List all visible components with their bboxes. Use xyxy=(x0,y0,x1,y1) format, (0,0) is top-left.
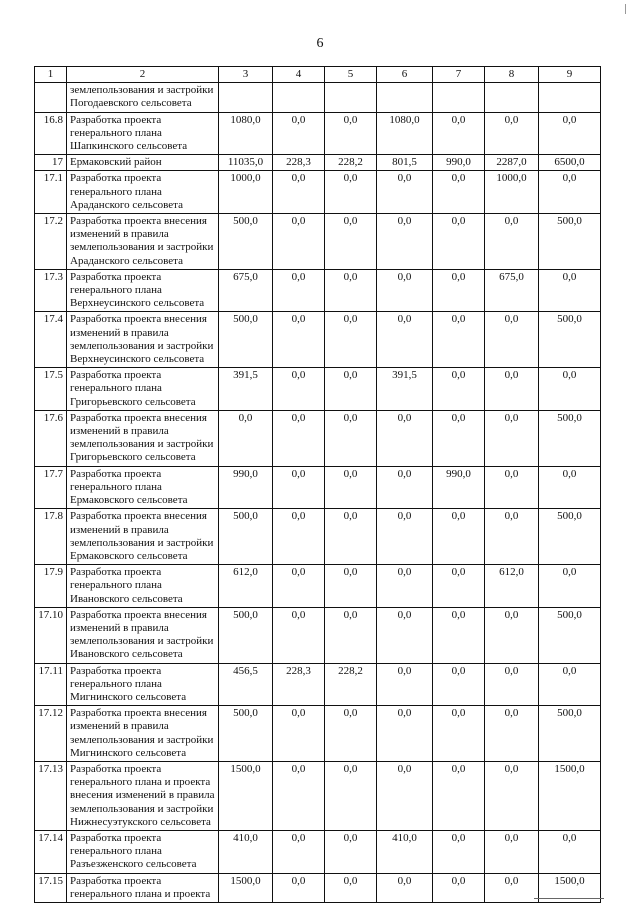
value-cell: 1000,0 xyxy=(485,171,539,214)
value-cell: 0,0 xyxy=(325,312,377,368)
description-line: землепользования и застройки xyxy=(70,802,214,815)
header-row xyxy=(35,67,601,83)
description-line: землепользования и застройки xyxy=(70,536,214,549)
value-cell: 228,2 xyxy=(325,663,377,706)
description-line: генерального плана xyxy=(70,382,162,395)
value-cell: 391,5 xyxy=(219,368,273,411)
row-description xyxy=(67,171,219,214)
description-line: изменений в правила xyxy=(70,621,169,634)
value-cell: 0,0 xyxy=(377,509,433,565)
value-cell: 0,0 xyxy=(433,761,485,830)
row-description xyxy=(67,466,219,509)
description-line: Ермаковского сельсовета xyxy=(70,494,188,507)
value-cell: 0,0 xyxy=(485,830,539,873)
value-cell: 0,0 xyxy=(273,368,325,411)
description-line: Араданского сельсовета xyxy=(70,198,183,211)
value-cell: 1500,0 xyxy=(539,761,601,830)
description-line: Разработка проекта xyxy=(70,270,162,283)
value-cell: 0,0 xyxy=(377,565,433,608)
value-cell: 0,0 xyxy=(433,873,485,902)
description-line: генерального плана и проекта xyxy=(70,887,211,900)
value-cell: 0,0 xyxy=(433,607,485,663)
description-line: землепользования и застройки xyxy=(70,84,214,97)
value-cell: 410,0 xyxy=(219,830,273,873)
value-cell: 500,0 xyxy=(219,312,273,368)
description-line: Мигнинского сельсовета xyxy=(70,690,187,703)
value-cell: 0,0 xyxy=(539,663,601,706)
row-description xyxy=(67,607,219,663)
value-cell: 0,0 xyxy=(273,607,325,663)
row-description xyxy=(67,565,219,608)
description-line: Араданского сельсовета xyxy=(70,254,183,267)
table-row xyxy=(35,155,601,171)
value-cell: 410,0 xyxy=(377,830,433,873)
row-number xyxy=(35,83,67,112)
description-line: генерального плана xyxy=(70,284,162,297)
value-cell xyxy=(433,83,485,112)
value-cell: 0,0 xyxy=(377,269,433,312)
description-line: Разработка проекта xyxy=(70,172,162,185)
value-cell: 0,0 xyxy=(325,761,377,830)
value-cell xyxy=(485,83,539,112)
page-number: 6 xyxy=(316,36,324,51)
scan-artifact-top xyxy=(625,4,626,14)
value-cell xyxy=(325,83,377,112)
value-cell: 0,0 xyxy=(433,112,485,155)
row-number: 17.14 xyxy=(35,830,67,873)
row-number: 17.6 xyxy=(35,410,67,466)
description-line: землепользования и застройки xyxy=(70,241,214,254)
value-cell: 0,0 xyxy=(325,509,377,565)
value-cell: 500,0 xyxy=(539,509,601,565)
value-cell: 0,0 xyxy=(485,706,539,762)
value-cell: 0,0 xyxy=(433,663,485,706)
value-cell xyxy=(377,83,433,112)
value-cell: 0,0 xyxy=(325,873,377,902)
value-cell: 0,0 xyxy=(485,312,539,368)
value-cell: 228,2 xyxy=(325,155,377,171)
description-line: Разработка проекта внесения xyxy=(70,215,207,228)
table-row xyxy=(35,706,601,762)
row-number: 17.11 xyxy=(35,663,67,706)
row-description xyxy=(67,873,219,902)
value-cell: 990,0 xyxy=(433,466,485,509)
description-line: изменений в правила xyxy=(70,326,169,339)
value-cell: 0,0 xyxy=(325,466,377,509)
row-description xyxy=(67,706,219,762)
table-row xyxy=(35,466,601,509)
value-cell: 0,0 xyxy=(273,565,325,608)
description-line: генерального плана xyxy=(70,579,162,592)
description-line: Григорьевского сельсовета xyxy=(70,395,196,408)
value-cell: 0,0 xyxy=(485,214,539,270)
header-cell: 4 xyxy=(273,67,325,83)
description-line: Разработка проекта внесения xyxy=(70,608,207,621)
value-cell: 2287,0 xyxy=(485,155,539,171)
value-cell: 0,0 xyxy=(539,368,601,411)
row-description xyxy=(67,761,219,830)
value-cell: 0,0 xyxy=(433,565,485,608)
description-line: Разработка проекта внесения xyxy=(70,313,207,326)
value-cell: 391,5 xyxy=(377,368,433,411)
value-cell: 11035,0 xyxy=(219,155,273,171)
value-cell: 0,0 xyxy=(377,171,433,214)
description-line: Разъезженского сельсовета xyxy=(70,858,197,871)
row-number: 17.5 xyxy=(35,368,67,411)
description-line: внесения изменений в правила xyxy=(70,789,215,802)
value-cell: 0,0 xyxy=(273,112,325,155)
description-line: Разработка проекта xyxy=(70,369,162,382)
row-description xyxy=(67,663,219,706)
value-cell: 0,0 xyxy=(377,410,433,466)
value-cell: 0,0 xyxy=(485,761,539,830)
description-line: изменений в правила xyxy=(70,425,169,438)
row-number: 17.8 xyxy=(35,509,67,565)
value-cell: 0,0 xyxy=(485,663,539,706)
description-line: землепользования и застройки xyxy=(70,733,214,746)
value-cell: 0,0 xyxy=(539,565,601,608)
description-line: Разработка проекта внесения xyxy=(70,510,207,523)
description-line: Разработка проекта внесения xyxy=(70,707,207,720)
value-cell: 0,0 xyxy=(433,171,485,214)
value-cell: 500,0 xyxy=(539,312,601,368)
value-cell: 0,0 xyxy=(273,214,325,270)
value-cell: 0,0 xyxy=(485,410,539,466)
value-cell: 0,0 xyxy=(273,312,325,368)
description-line: Шапкинского сельсовета xyxy=(70,140,188,153)
header-cell: 2 xyxy=(67,67,219,83)
value-cell: 0,0 xyxy=(433,509,485,565)
value-cell: 0,0 xyxy=(273,706,325,762)
value-cell: 0,0 xyxy=(273,761,325,830)
table-row xyxy=(35,607,601,663)
description-line: Григорьевского сельсовета xyxy=(70,451,196,464)
row-description xyxy=(67,155,219,171)
row-number: 17.12 xyxy=(35,706,67,762)
description-line: Нижнесуэтукского сельсовета xyxy=(70,815,211,828)
description-line: генерального плана xyxy=(70,126,162,139)
row-description xyxy=(67,112,219,155)
value-cell: 0,0 xyxy=(433,368,485,411)
value-cell: 0,0 xyxy=(377,761,433,830)
description-line: Ивановского сельсовета xyxy=(70,648,183,661)
value-cell: 1500,0 xyxy=(219,873,273,902)
table-row xyxy=(35,269,601,312)
value-cell: 6500,0 xyxy=(539,155,601,171)
table-row xyxy=(35,873,601,902)
value-cell: 0,0 xyxy=(273,410,325,466)
value-cell: 0,0 xyxy=(377,873,433,902)
header-cell: 9 xyxy=(539,67,601,83)
description-line: изменений в правила xyxy=(70,720,169,733)
description-line: Ермаковский район xyxy=(70,156,162,169)
row-description xyxy=(67,312,219,368)
value-cell: 0,0 xyxy=(539,171,601,214)
value-cell: 0,0 xyxy=(273,509,325,565)
value-cell: 0,0 xyxy=(273,873,325,902)
table-row xyxy=(35,368,601,411)
budget-table xyxy=(34,66,601,903)
value-cell: 0,0 xyxy=(325,607,377,663)
table-row xyxy=(35,112,601,155)
value-cell: 500,0 xyxy=(539,607,601,663)
description-line: Мигнинского сельсовета xyxy=(70,746,187,759)
value-cell: 0,0 xyxy=(485,873,539,902)
value-cell: 1500,0 xyxy=(219,761,273,830)
row-number: 17.13 xyxy=(35,761,67,830)
value-cell: 500,0 xyxy=(539,214,601,270)
value-cell: 0,0 xyxy=(273,171,325,214)
value-cell: 0,0 xyxy=(273,269,325,312)
description-line: Ермаковского сельсовета xyxy=(70,549,188,562)
value-cell xyxy=(273,83,325,112)
header-cell: 8 xyxy=(485,67,539,83)
value-cell: 675,0 xyxy=(219,269,273,312)
value-cell xyxy=(539,83,601,112)
description-line: генерального плана xyxy=(70,185,162,198)
value-cell: 1500,0 xyxy=(539,873,601,902)
description-line: Разработка проекта xyxy=(70,762,162,775)
description-line: Верхнеусинского сельсовета xyxy=(70,297,205,310)
table-row xyxy=(35,565,601,608)
scan-artifact-bottom xyxy=(534,898,604,899)
value-cell: 0,0 xyxy=(377,312,433,368)
value-cell: 0,0 xyxy=(325,706,377,762)
value-cell: 0,0 xyxy=(273,830,325,873)
value-cell: 0,0 xyxy=(433,269,485,312)
value-cell: 0,0 xyxy=(325,565,377,608)
header-cell: 3 xyxy=(219,67,273,83)
row-description xyxy=(67,269,219,312)
description-line: Разработка проекта xyxy=(70,831,162,844)
value-cell: 0,0 xyxy=(433,830,485,873)
row-description xyxy=(67,83,219,112)
value-cell: 0,0 xyxy=(539,269,601,312)
value-cell: 0,0 xyxy=(325,214,377,270)
value-cell xyxy=(219,83,273,112)
value-cell: 0,0 xyxy=(433,214,485,270)
value-cell: 500,0 xyxy=(219,509,273,565)
value-cell: 0,0 xyxy=(485,112,539,155)
value-cell: 1080,0 xyxy=(377,112,433,155)
row-description xyxy=(67,214,219,270)
description-line: Разработка проекта xyxy=(70,874,162,887)
value-cell: 801,5 xyxy=(377,155,433,171)
description-line: генерального плана xyxy=(70,845,162,858)
header-cell: 6 xyxy=(377,67,433,83)
value-cell: 612,0 xyxy=(219,565,273,608)
value-cell: 0,0 xyxy=(377,706,433,762)
value-cell: 456,5 xyxy=(219,663,273,706)
header-cell: 5 xyxy=(325,67,377,83)
value-cell: 500,0 xyxy=(219,706,273,762)
row-number: 17.4 xyxy=(35,312,67,368)
value-cell: 0,0 xyxy=(219,410,273,466)
value-cell: 612,0 xyxy=(485,565,539,608)
description-line: генерального плана xyxy=(70,677,162,690)
value-cell: 990,0 xyxy=(219,466,273,509)
description-line: Разработка проекта xyxy=(70,566,162,579)
value-cell: 0,0 xyxy=(325,269,377,312)
value-cell: 228,3 xyxy=(273,155,325,171)
description-line: Разработка проекта xyxy=(70,467,162,480)
value-cell: 675,0 xyxy=(485,269,539,312)
row-number: 17.15 xyxy=(35,873,67,902)
row-description xyxy=(67,509,219,565)
value-cell: 0,0 xyxy=(325,368,377,411)
description-line: землепользования и застройки xyxy=(70,339,214,352)
description-line: землепользования и застройки xyxy=(70,438,214,451)
value-cell: 0,0 xyxy=(377,607,433,663)
description-line: генерального плана xyxy=(70,480,162,493)
table-row xyxy=(35,171,601,214)
row-number: 17.2 xyxy=(35,214,67,270)
description-line: Разработка проекта внесения xyxy=(70,411,207,424)
value-cell: 0,0 xyxy=(325,112,377,155)
value-cell: 500,0 xyxy=(539,410,601,466)
description-line: Верхнеусинского сельсовета xyxy=(70,353,205,366)
table-row xyxy=(35,312,601,368)
description-line: землепользования и застройки xyxy=(70,635,214,648)
value-cell: 0,0 xyxy=(433,410,485,466)
description-line: Ивановского сельсовета xyxy=(70,592,183,605)
value-cell: 0,0 xyxy=(325,171,377,214)
description-line: изменений в правила xyxy=(70,228,169,241)
value-cell: 0,0 xyxy=(485,607,539,663)
value-cell: 0,0 xyxy=(539,112,601,155)
value-cell: 500,0 xyxy=(219,607,273,663)
value-cell: 0,0 xyxy=(485,466,539,509)
value-cell: 0,0 xyxy=(325,410,377,466)
table-row xyxy=(35,83,601,112)
description-line: Разработка проекта xyxy=(70,113,162,126)
description-line: Разработка проекта xyxy=(70,664,162,677)
table-row xyxy=(35,214,601,270)
header-cell: 1 xyxy=(35,67,67,83)
value-cell: 0,0 xyxy=(539,830,601,873)
row-number: 17.1 xyxy=(35,171,67,214)
table-row xyxy=(35,830,601,873)
value-cell: 0,0 xyxy=(377,663,433,706)
value-cell: 0,0 xyxy=(377,214,433,270)
value-cell: 1000,0 xyxy=(219,171,273,214)
value-cell: 0,0 xyxy=(377,466,433,509)
row-description xyxy=(67,410,219,466)
description-line: изменений в правила xyxy=(70,523,169,536)
row-number: 17.3 xyxy=(35,269,67,312)
row-number: 16.8 xyxy=(35,112,67,155)
table-row xyxy=(35,761,601,830)
value-cell: 0,0 xyxy=(273,466,325,509)
value-cell: 500,0 xyxy=(219,214,273,270)
description-line: генерального плана и проекта xyxy=(70,776,211,789)
row-description xyxy=(67,368,219,411)
table-row xyxy=(35,410,601,466)
value-cell: 0,0 xyxy=(325,830,377,873)
row-number: 17 xyxy=(35,155,67,171)
value-cell: 0,0 xyxy=(433,706,485,762)
value-cell: 0,0 xyxy=(485,368,539,411)
header-cell: 7 xyxy=(433,67,485,83)
row-number: 17.10 xyxy=(35,607,67,663)
description-line: Погодаевского сельсовета xyxy=(70,97,192,110)
row-description xyxy=(67,830,219,873)
table-row xyxy=(35,663,601,706)
value-cell: 0,0 xyxy=(433,312,485,368)
value-cell: 0,0 xyxy=(485,509,539,565)
row-number: 17.9 xyxy=(35,565,67,608)
row-number: 17.7 xyxy=(35,466,67,509)
table-row xyxy=(35,509,601,565)
value-cell: 990,0 xyxy=(433,155,485,171)
value-cell: 0,0 xyxy=(539,466,601,509)
value-cell: 1080,0 xyxy=(219,112,273,155)
value-cell: 500,0 xyxy=(539,706,601,762)
value-cell: 228,3 xyxy=(273,663,325,706)
